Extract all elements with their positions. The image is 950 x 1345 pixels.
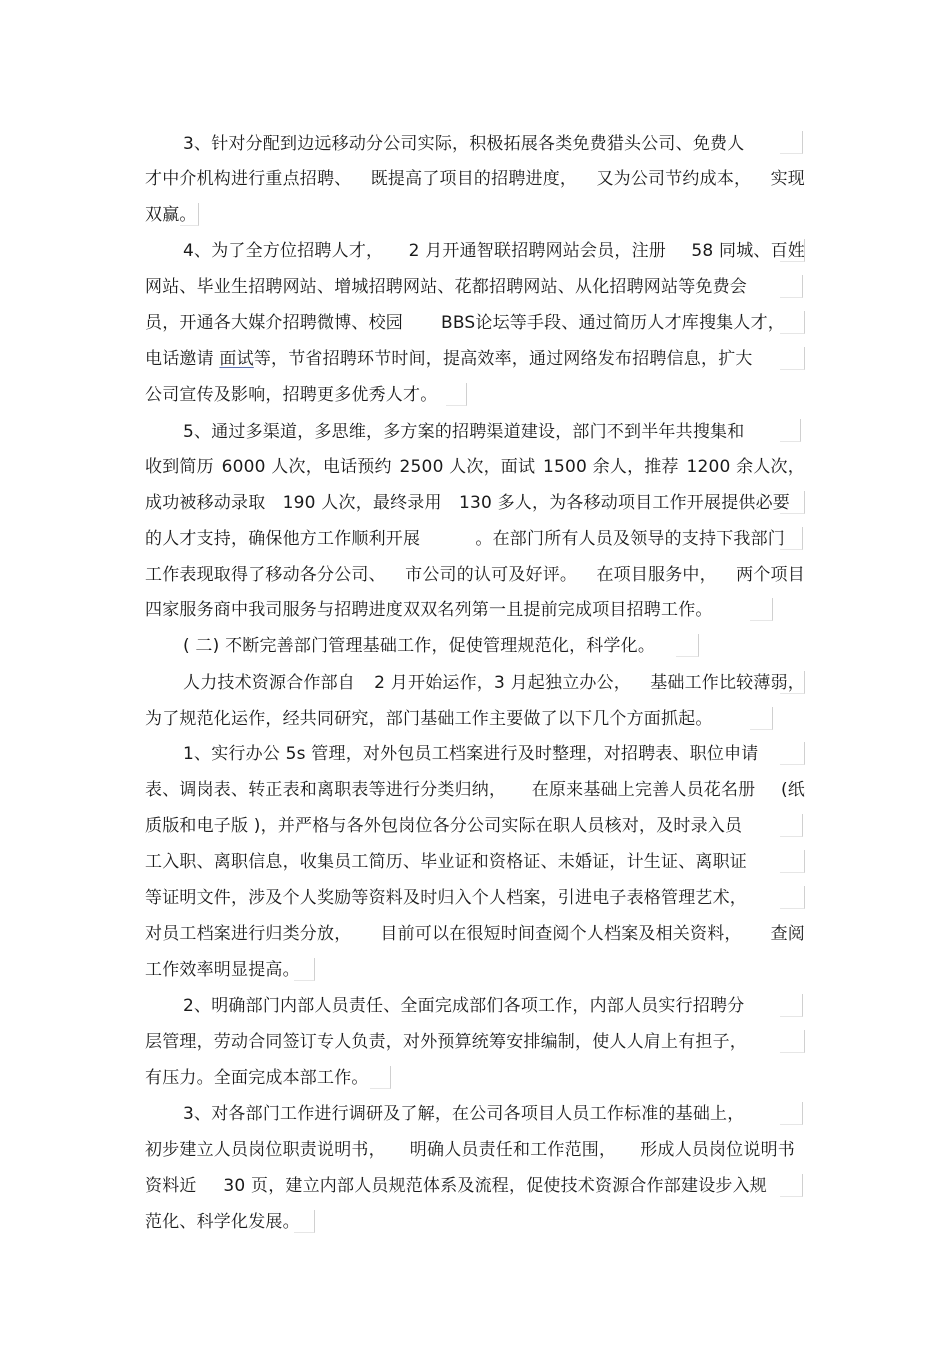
cell-rule: [180, 203, 199, 226]
cell-rule: [446, 383, 467, 406]
cell-rule: [370, 1066, 391, 1089]
cell-rule: [780, 311, 805, 334]
cell-rule: [780, 419, 801, 442]
cell-rule: [780, 742, 805, 765]
text-line: 对员工档案进行归类分放， 目前可以在很短时间查阅个人档案及相关资料， 查阅: [145, 923, 805, 944]
cell-rule: [750, 598, 773, 621]
text-line: 4、为了全方位招聘人才， 2 月开通智联招聘网站会员，注册 58 同城、百姓: [183, 240, 805, 261]
text-line: 资料近 30 页，建立内部人员规范体系及流程，促使技术资源合作部建设步入规: [145, 1175, 767, 1196]
text-line: 四家服务商中我司服务与招聘进度双双名列第一且提前完成项目招聘工作。: [145, 599, 713, 620]
text-line: 公司宣传及影响，招聘更多优秀人才。: [145, 384, 438, 405]
cell-rule: [780, 994, 803, 1017]
text-line: 人力技术资源合作部自 2 月开始运作，3 月起独立办公， 基础工作比较薄弱，: [183, 672, 805, 693]
cell-rule: [780, 671, 805, 694]
section-heading: ( 二) 不断完善部门管理基础工作，促使管理规范化，科学化。: [183, 635, 656, 656]
cell-rule: [780, 814, 803, 837]
cell-rule: [676, 634, 699, 657]
text-line: 双赢。: [145, 204, 197, 225]
text-line: 层管理，劳动合同签订专人负责，对外预算统筹安排编制，使人人肩上有担子，: [145, 1031, 747, 1052]
cell-rule: [780, 239, 805, 262]
cell-rule: [750, 707, 773, 730]
text-line: 为了规范化运作，经共同研究，部门基础工作主要做了以下几个方面抓起。: [145, 708, 713, 729]
text-line: 有压力。全面完成本部工作。: [145, 1067, 369, 1088]
text-line: 工作表现取得了移动各分公司、 市公司的认可及好评。 在项目服务中， 两个项目: [145, 564, 805, 585]
text-line: 初步建立人员岗位职责说明书， 明确人员责任和工作范围， 形成人员岗位说明书: [145, 1139, 795, 1160]
text-line: 才中介机构进行重点招聘、 既提高了项目的招聘进度， 又为公司节约成本， 实现: [145, 168, 805, 189]
underlined-term: 面试: [219, 348, 254, 369]
cell-rule: [780, 886, 805, 909]
cell-rule: [780, 850, 805, 873]
text-line: 范化、科学化发展。: [145, 1211, 300, 1232]
text-line: 电话邀请 面试 等，节省招聘环节时间，提高效率，通过网络发布招聘信息，扩大: [145, 338, 753, 374]
text-line: 表、调岗表、转正表和离职表等进行分类归纳， 在原来基础上完善人员花名册 (纸: [145, 779, 805, 800]
text-line: 3、针对分配到边远移动分公司实际，积极拓展各类免费猎头公司、免费人: [183, 133, 745, 154]
cell-rule: [780, 1102, 803, 1125]
text-line: 质版和电子版 )，并严格与各外包岗位各分公司实际在职人员核对，及时录入员: [145, 815, 743, 836]
cell-rule: [780, 347, 805, 370]
cell-rule: [294, 1210, 315, 1233]
text-line: 5、通过多渠道，多思维，多方案的招聘渠道建设，部门不到半年共搜集和: [183, 421, 745, 442]
cell-rule: [780, 131, 803, 154]
text-line: 1、实行办公 5s 管理，对外包员工档案进行及时整理，对招聘表、职位申请: [183, 743, 759, 764]
text-line: 网站、毕业生招聘网站、增城招聘网站、花都招聘网站、从化招聘网站等免费会: [145, 276, 747, 297]
text-line: 3、对各部门工作进行调研及了解，在公司各项目人员工作标准的基础上，: [183, 1103, 745, 1124]
text-line: 收到简历 6000 人次，电话预约 2500 人次，面试 1500 余人，推荐 1200 余人次，: [145, 456, 805, 477]
text-line: 员，开通各大媒介招聘微博、校园 BBS论坛等手段、通过简历人才库搜集人才，: [145, 312, 785, 333]
cell-rule: [780, 491, 805, 514]
cell-rule: [780, 275, 803, 298]
text-line: 的人才支持，确保他方工作顺利开展 。在部门所有人员及领导的支持下我部门: [145, 528, 785, 549]
text-line: 等证明文件，涉及个人奖励等资料及时归入个人档案，引进电子表格管理艺术，: [145, 887, 747, 908]
cell-rule: [294, 958, 315, 981]
text-line: 工作效率明显提高。: [145, 959, 300, 980]
cell-rule: [780, 527, 803, 550]
text-line: 工入职、离职信息，收集员工简历、毕业证和资格证、未婚证，计生证、离职证: [145, 851, 747, 872]
cell-rule: [780, 1174, 803, 1197]
cell-rule: [780, 1030, 805, 1053]
text-line: 成功被移动录取 190 人次，最终录用 130 多人，为各移动项目工作开展提供必要: [145, 492, 790, 513]
text-line: 2、明确部门内部人员责任、全面完成部们各项工作，内部人员实行招聘分: [183, 995, 745, 1016]
